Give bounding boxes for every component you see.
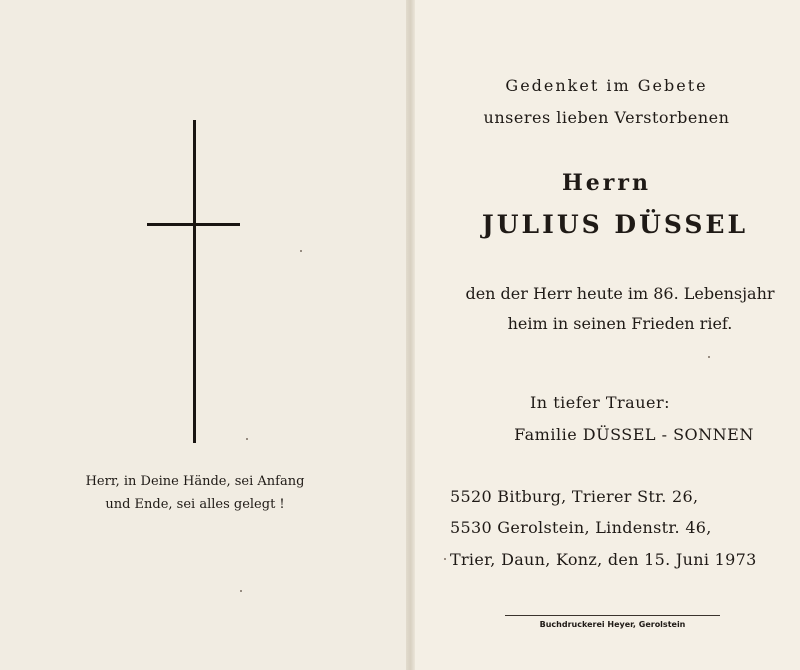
cross-icon-crossbar bbox=[147, 223, 240, 226]
paper-speck bbox=[444, 558, 446, 560]
right-page bbox=[413, 0, 800, 670]
family-name: Familie DÜSSEL - SONNEN bbox=[514, 425, 754, 444]
printer-divider bbox=[505, 615, 720, 616]
cross-icon bbox=[193, 120, 196, 443]
prayer-line: und Ende, sei alles gelegt ! bbox=[105, 497, 285, 512]
place-date-line: Trier, Daun, Konz, den 15. Juni 1973 bbox=[450, 550, 757, 569]
mourning-line: In tiefer Trauer: bbox=[529, 393, 671, 412]
address-line: 5530 Gerolstein, Lindenstr. 46, bbox=[450, 518, 712, 537]
prayer-line: Herr, in Deine Hände, sei Anfang bbox=[85, 474, 305, 489]
prayer-verse bbox=[60, 470, 330, 516]
text-line: den der Herr heute im 86. Lebensjahr bbox=[465, 284, 775, 303]
deceased-name: JULIUS DÜSSEL bbox=[481, 210, 749, 239]
address-line: 5520 Bitburg, Trierer Str. 26, bbox=[450, 487, 699, 506]
salutation: Herrn bbox=[562, 170, 651, 196]
paper-speck bbox=[246, 438, 248, 440]
heading-line: unseres lieben Verstorbenen bbox=[483, 108, 730, 127]
text-line: heim in seinen Frieden rief. bbox=[507, 314, 733, 333]
card-fold bbox=[406, 0, 415, 670]
paper-speck bbox=[708, 356, 710, 358]
heading-line: Gedenket im Gebete bbox=[505, 76, 708, 95]
paper-speck bbox=[300, 250, 302, 252]
paper-speck bbox=[240, 590, 242, 592]
printer-credit: Buchdruckerei Heyer, Gerolstein bbox=[539, 620, 686, 629]
